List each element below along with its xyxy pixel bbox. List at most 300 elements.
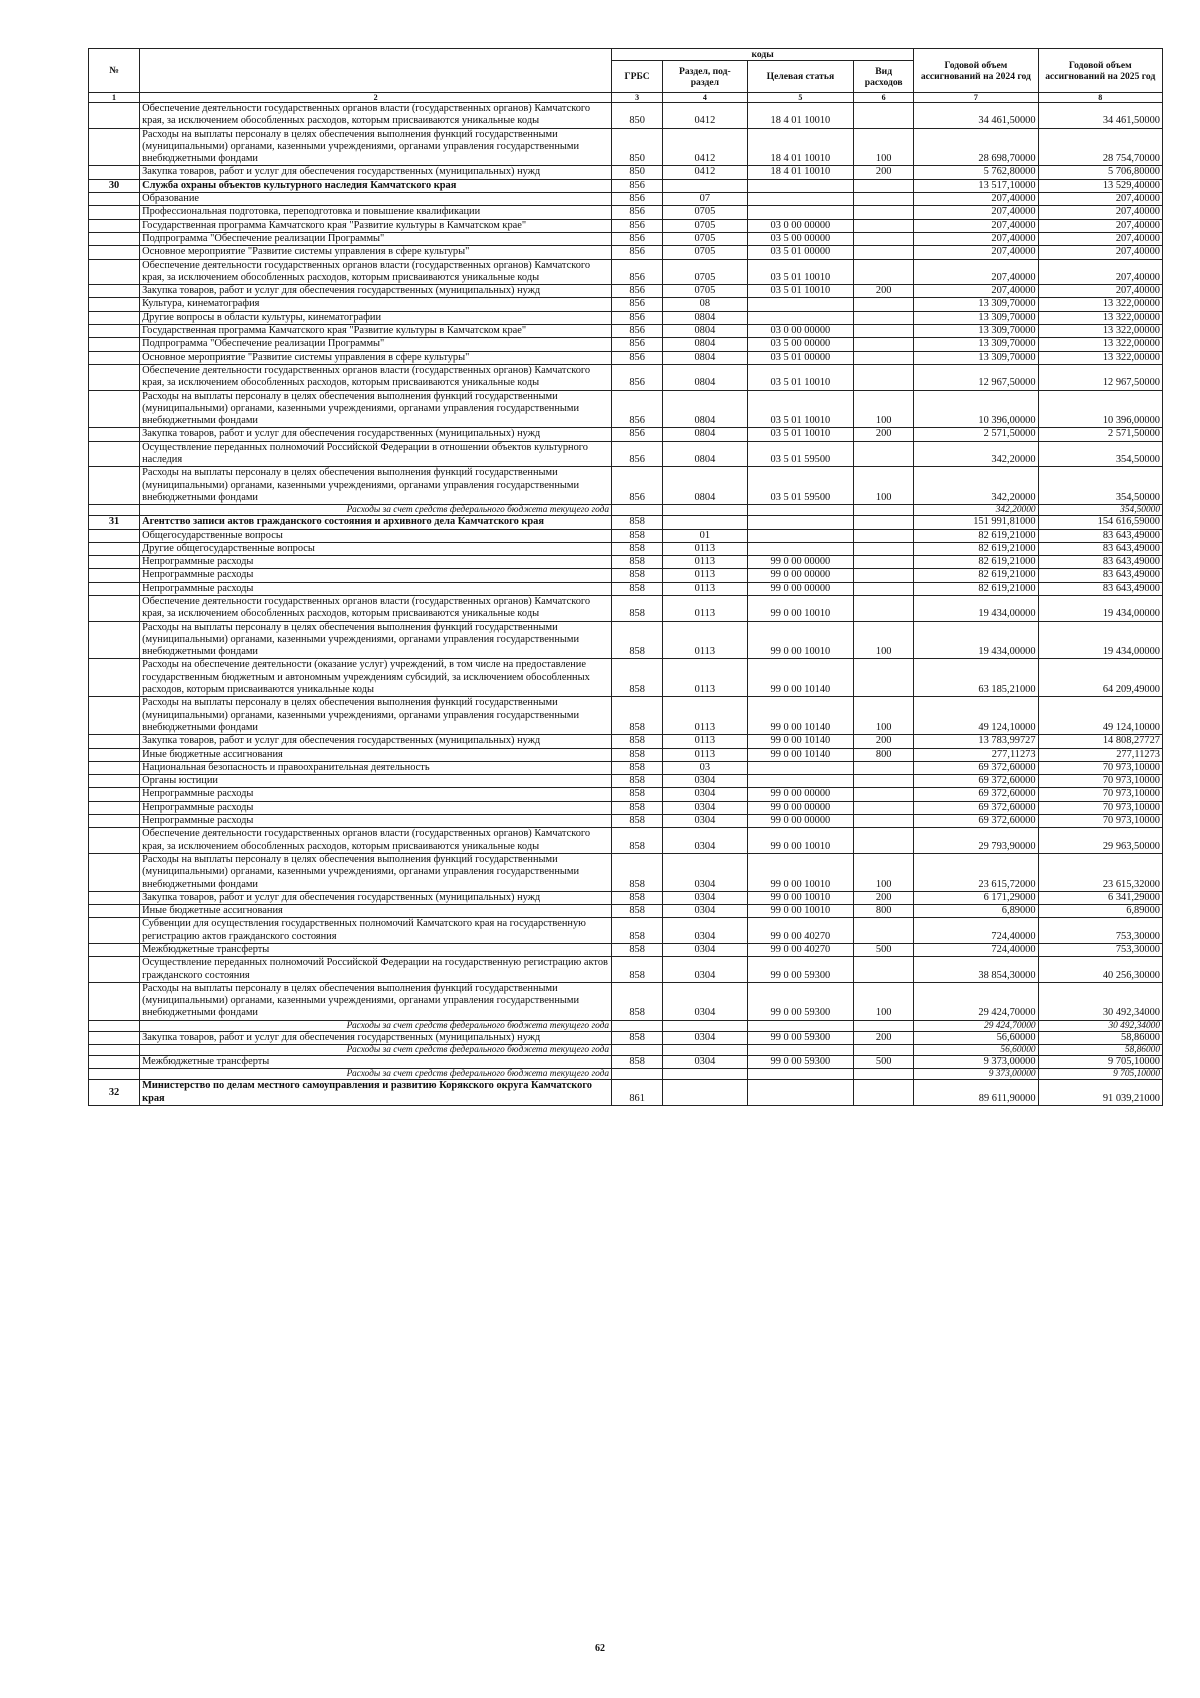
amount-2024: 207,40000 <box>914 246 1038 259</box>
section-code: 0804 <box>663 311 747 324</box>
budget-row <box>89 128 1163 166</box>
row-name: Подпрограмма "Обеспечение реализации Программы" <box>140 338 612 351</box>
expense-type-code <box>854 918 914 944</box>
row-name: Подпрограмма "Обеспечение реализации Программы" <box>140 232 612 245</box>
grbs-code: 856 <box>612 285 663 298</box>
target-item-code: 99 0 00 00000 <box>747 569 854 582</box>
amount-2024: 207,40000 <box>914 206 1038 219</box>
row-name: Государственная программа Камчатского края "Развитие культуры в Камчатском крае" <box>140 219 612 232</box>
amount-2025: 9 705,10000 <box>1038 1056 1162 1069</box>
amount-2025: 70 973,10000 <box>1038 788 1162 801</box>
amount-2024: 724,40000 <box>914 944 1038 957</box>
budget-sheet <box>88 48 1163 1106</box>
row-number-empty <box>89 1045 140 1056</box>
row-name: Закупка товаров, работ и услуг для обеспечения государственных (муниципальных) нужд <box>140 735 612 748</box>
header-y2025: Годовой объем ассигнований на 2025 год <box>1038 49 1162 93</box>
amount-2024: 207,40000 <box>914 219 1038 232</box>
expense-type-code <box>854 582 914 595</box>
amount-2024: 9 373,00000 <box>914 1069 1038 1080</box>
section-code: 0113 <box>663 556 747 569</box>
target-item-code: 99 0 00 00000 <box>747 801 854 814</box>
budget-row <box>89 957 1163 983</box>
grbs-code: 858 <box>612 905 663 918</box>
amount-2024: 69 372,60000 <box>914 788 1038 801</box>
expense-type-code <box>854 1080 914 1106</box>
amount-2025: 277,11273 <box>1038 748 1162 761</box>
expense-type-code <box>854 364 914 390</box>
expense-type-code: 500 <box>854 944 914 957</box>
budget-table <box>88 48 1163 1106</box>
amount-2025: 13 322,00000 <box>1038 351 1162 364</box>
target-item-code: 18 4 01 10010 <box>747 103 854 129</box>
row-number-empty <box>89 103 140 129</box>
budget-row <box>89 338 1163 351</box>
section-code: 0705 <box>663 246 747 259</box>
section-code <box>663 1020 747 1031</box>
amount-2025: 58,86000 <box>1038 1031 1162 1044</box>
row-number-empty <box>89 1069 140 1080</box>
row-name: Закупка товаров, работ и услуг для обеспечения государственных (муниципальных) нужд <box>140 285 612 298</box>
column-number: 3 <box>612 93 663 103</box>
row-number-empty <box>89 441 140 467</box>
expense-type-code <box>854 1069 914 1080</box>
section-code: 0304 <box>663 775 747 788</box>
row-name: Общегосударственные вопросы <box>140 529 612 542</box>
column-number: 7 <box>914 93 1038 103</box>
grbs-code: 858 <box>612 761 663 774</box>
row-number-empty <box>89 815 140 828</box>
amount-2025: 29 963,50000 <box>1038 828 1162 854</box>
section-code: 0113 <box>663 697 747 735</box>
row-name: Осуществление переданных полномочий Российской Федерации на государственную регистрацию актов гражданского состояния <box>140 957 612 983</box>
federal-budget-row <box>89 505 1163 516</box>
section-code: 0304 <box>663 1031 747 1044</box>
target-item-code: 99 0 00 59300 <box>747 1056 854 1069</box>
grbs-code: 856 <box>612 193 663 206</box>
amount-2025: 83 643,49000 <box>1038 529 1162 542</box>
row-number-empty <box>89 957 140 983</box>
row-name: Основное мероприятие "Развитие системы управления в сфере культуры" <box>140 246 612 259</box>
budget-row <box>89 542 1163 555</box>
section-code: 0705 <box>663 285 747 298</box>
row-number-empty <box>89 556 140 569</box>
amount-2025: 207,40000 <box>1038 285 1162 298</box>
grbs-code: 856 <box>612 179 663 192</box>
grbs-code: 856 <box>612 219 663 232</box>
amount-2024: 2 571,50000 <box>914 428 1038 441</box>
grbs-code: 858 <box>612 569 663 582</box>
budget-row <box>89 556 1163 569</box>
amount-2024: 13 517,10000 <box>914 179 1038 192</box>
grbs-code: 861 <box>612 1080 663 1106</box>
budget-row <box>89 529 1163 542</box>
row-number-empty <box>89 1056 140 1069</box>
section-code: 0113 <box>663 582 747 595</box>
row-name: Другие вопросы в области культуры, кинематографии <box>140 311 612 324</box>
budget-row <box>89 735 1163 748</box>
amount-2024: 69 372,60000 <box>914 775 1038 788</box>
section-code: 0804 <box>663 428 747 441</box>
section-code: 0113 <box>663 748 747 761</box>
expense-type-code <box>854 775 914 788</box>
target-item-code: 99 0 00 10010 <box>747 595 854 621</box>
row-number-empty <box>89 193 140 206</box>
row-name: Непрограммные расходы <box>140 569 612 582</box>
budget-row <box>89 891 1163 904</box>
target-item-code: 99 0 00 40270 <box>747 918 854 944</box>
column-number: 8 <box>1038 93 1162 103</box>
expense-type-code <box>854 569 914 582</box>
row-number-empty <box>89 206 140 219</box>
amount-2025: 753,30000 <box>1038 918 1162 944</box>
amount-2024: 13 309,70000 <box>914 338 1038 351</box>
row-number-empty <box>89 761 140 774</box>
budget-row <box>89 982 1163 1020</box>
amount-2025: 5 706,80000 <box>1038 166 1162 179</box>
section-code: 0304 <box>663 957 747 983</box>
amount-2024: 342,20000 <box>914 505 1038 516</box>
grbs-code <box>612 505 663 516</box>
row-number-empty <box>89 338 140 351</box>
target-item-code: 99 0 00 10140 <box>747 735 854 748</box>
amount-2025: 207,40000 <box>1038 246 1162 259</box>
expense-type-code <box>854 801 914 814</box>
amount-2024: 29 793,90000 <box>914 828 1038 854</box>
budget-row <box>89 582 1163 595</box>
budget-row <box>89 428 1163 441</box>
section-code: 0113 <box>663 569 747 582</box>
grbs-code <box>612 1020 663 1031</box>
row-number-empty <box>89 853 140 891</box>
amount-2024: 82 619,21000 <box>914 582 1038 595</box>
budget-row <box>89 206 1163 219</box>
section-code: 0804 <box>663 364 747 390</box>
grbs-code: 856 <box>612 325 663 338</box>
expense-type-code <box>854 761 914 774</box>
federal-budget-row <box>89 1020 1163 1031</box>
grbs-code: 856 <box>612 311 663 324</box>
row-name: Расходы за счет средств федерального бюджета текущего года <box>140 1045 612 1056</box>
row-number-empty <box>89 351 140 364</box>
expense-type-code <box>854 441 914 467</box>
budget-rows <box>89 103 1163 1106</box>
grbs-code: 858 <box>612 582 663 595</box>
row-number-empty <box>89 659 140 697</box>
budget-row <box>89 441 1163 467</box>
target-item-code: 99 0 00 59300 <box>747 982 854 1020</box>
row-number-empty <box>89 801 140 814</box>
amount-2024: 207,40000 <box>914 232 1038 245</box>
grbs-code: 858 <box>612 775 663 788</box>
target-item-code: 03 5 01 59500 <box>747 441 854 467</box>
row-name: Обеспечение деятельности государственных органов власти (государственных органов) Камчатского края, за исключением обособленных расходов, которым присваиваются уникальные коды <box>140 259 612 285</box>
amount-2025: 19 434,00000 <box>1038 621 1162 659</box>
amount-2024: 82 619,21000 <box>914 529 1038 542</box>
section-code <box>663 516 747 529</box>
row-number-empty <box>89 128 140 166</box>
row-number-empty <box>89 1031 140 1044</box>
budget-row <box>89 621 1163 659</box>
grbs-code: 856 <box>612 246 663 259</box>
budget-row <box>89 325 1163 338</box>
target-item-code: 03 5 01 10010 <box>747 364 854 390</box>
target-item-code <box>747 1069 854 1080</box>
grbs-code: 858 <box>612 918 663 944</box>
row-number-empty <box>89 905 140 918</box>
target-item-code <box>747 206 854 219</box>
target-item-code: 99 0 00 59300 <box>747 1031 854 1044</box>
section-code: 0705 <box>663 259 747 285</box>
target-item-code <box>747 505 854 516</box>
grbs-code: 858 <box>612 556 663 569</box>
amount-2024: 207,40000 <box>914 285 1038 298</box>
section-code: 0304 <box>663 905 747 918</box>
target-item-code <box>747 1045 854 1056</box>
grbs-code: 858 <box>612 982 663 1020</box>
target-item-code: 03 5 01 00000 <box>747 246 854 259</box>
amount-2024: 6 171,29000 <box>914 891 1038 904</box>
row-name: Расходы на выплаты персоналу в целях обеспечения выполнения функций государственными (муниципальными) органами, казенными учреждениями, органами управления государственными внебюджетными фондами <box>140 467 612 505</box>
amount-2024: 28 698,70000 <box>914 128 1038 166</box>
section-code: 08 <box>663 298 747 311</box>
row-number-empty <box>89 621 140 659</box>
row-name: Непрограммные расходы <box>140 556 612 569</box>
amount-2024: 29 424,70000 <box>914 1020 1038 1031</box>
expense-type-code <box>854 516 914 529</box>
expense-type-code: 100 <box>854 621 914 659</box>
expense-type-code <box>854 298 914 311</box>
row-name: Обеспечение деятельности государственных органов власти (государственных органов) Камчатского края, за исключением обособленных расходов, которым присваиваются уникальные коды <box>140 595 612 621</box>
target-item-code: 99 0 00 10010 <box>747 891 854 904</box>
expense-type-code: 100 <box>854 697 914 735</box>
agency-row <box>89 516 1163 529</box>
grbs-code: 858 <box>612 828 663 854</box>
expense-type-code <box>854 828 914 854</box>
expense-type-code: 100 <box>854 128 914 166</box>
expense-type-code <box>854 179 914 192</box>
header-no: № <box>89 49 140 93</box>
amount-2025: 13 322,00000 <box>1038 338 1162 351</box>
row-number-empty <box>89 918 140 944</box>
section-code: 0412 <box>663 128 747 166</box>
target-item-code <box>747 529 854 542</box>
agency-row <box>89 1080 1163 1106</box>
expense-type-code: 200 <box>854 285 914 298</box>
row-name: Служба охраны объектов культурного наследия Камчатского края <box>140 179 612 192</box>
budget-row <box>89 103 1163 129</box>
row-name: Обеспечение деятельности государственных органов власти (государственных органов) Камчатского края, за исключением обособленных расходов, которым присваиваются уникальные коды <box>140 828 612 854</box>
target-item-code: 03 5 01 10010 <box>747 259 854 285</box>
row-number-empty <box>89 325 140 338</box>
target-item-code: 03 5 00 00000 <box>747 338 854 351</box>
expense-type-code <box>854 206 914 219</box>
grbs-code <box>612 1045 663 1056</box>
amount-2025: 58,86000 <box>1038 1045 1162 1056</box>
amount-2025: 154 616,59000 <box>1038 516 1162 529</box>
grbs-code: 856 <box>612 232 663 245</box>
row-name: Непрограммные расходы <box>140 788 612 801</box>
row-name: Профессиональная подготовка, переподготовка и повышение квалификации <box>140 206 612 219</box>
row-name: Основное мероприятие "Развитие системы управления в сфере культуры" <box>140 351 612 364</box>
target-item-code <box>747 179 854 192</box>
header-y2024: Годовой объем ассигнований на 2024 год <box>914 49 1038 93</box>
amount-2024: 69 372,60000 <box>914 801 1038 814</box>
row-name: Национальная безопасность и правоохранительная деятельность <box>140 761 612 774</box>
amount-2024: 29 424,70000 <box>914 982 1038 1020</box>
amount-2025: 13 322,00000 <box>1038 298 1162 311</box>
section-code: 0304 <box>663 1056 747 1069</box>
row-name: Расходы за счет средств федерального бюджета текущего года <box>140 1069 612 1080</box>
expense-type-code <box>854 232 914 245</box>
section-code: 0304 <box>663 788 747 801</box>
budget-row <box>89 390 1163 428</box>
grbs-code: 856 <box>612 441 663 467</box>
section-code: 0304 <box>663 982 747 1020</box>
budget-row <box>89 801 1163 814</box>
target-item-code <box>747 542 854 555</box>
expense-type-code: 100 <box>854 467 914 505</box>
expense-type-code: 200 <box>854 735 914 748</box>
grbs-code: 858 <box>612 801 663 814</box>
amount-2024: 10 396,00000 <box>914 390 1038 428</box>
amount-2024: 724,40000 <box>914 918 1038 944</box>
row-number-empty <box>89 311 140 324</box>
target-item-code: 03 5 01 59500 <box>747 467 854 505</box>
row-number-empty <box>89 166 140 179</box>
target-item-code: 99 0 00 00000 <box>747 556 854 569</box>
budget-row <box>89 788 1163 801</box>
amount-2024: 56,60000 <box>914 1045 1038 1056</box>
budget-row <box>89 298 1163 311</box>
section-code: 0304 <box>663 853 747 891</box>
grbs-code: 858 <box>612 815 663 828</box>
amount-2025: 91 039,21000 <box>1038 1080 1162 1106</box>
section-code: 0412 <box>663 166 747 179</box>
section-code: 03 <box>663 761 747 774</box>
header-grbs: ГРБС <box>612 61 663 93</box>
amount-2024: 13 309,70000 <box>914 311 1038 324</box>
target-item-code: 03 5 01 00000 <box>747 351 854 364</box>
row-name: Иные бюджетные ассигнования <box>140 748 612 761</box>
amount-2025: 354,50000 <box>1038 467 1162 505</box>
header-vid: Вид расходов <box>854 61 914 93</box>
target-item-code <box>747 311 854 324</box>
section-code: 0804 <box>663 390 747 428</box>
target-item-code: 99 0 00 10010 <box>747 853 854 891</box>
expense-type-code <box>854 1020 914 1031</box>
amount-2024: 5 762,80000 <box>914 166 1038 179</box>
expense-type-code: 200 <box>854 428 914 441</box>
amount-2025: 83 643,49000 <box>1038 569 1162 582</box>
row-number-empty <box>89 505 140 516</box>
grbs-code: 856 <box>612 390 663 428</box>
target-item-code: 99 0 00 10010 <box>747 828 854 854</box>
amount-2025: 70 973,10000 <box>1038 761 1162 774</box>
grbs-code: 856 <box>612 351 663 364</box>
amount-2024: 277,11273 <box>914 748 1038 761</box>
row-number-empty <box>89 891 140 904</box>
section-code: 0804 <box>663 351 747 364</box>
target-item-code: 99 0 00 00000 <box>747 788 854 801</box>
budget-row <box>89 905 1163 918</box>
budget-row <box>89 697 1163 735</box>
budget-row <box>89 828 1163 854</box>
expense-type-code: 200 <box>854 1031 914 1044</box>
section-code: 0113 <box>663 595 747 621</box>
budget-row <box>89 259 1163 285</box>
section-code: 0304 <box>663 944 747 957</box>
target-item-code: 18 4 01 10010 <box>747 128 854 166</box>
header-razdel: Раздел, под-раздел <box>663 61 747 93</box>
grbs-code: 858 <box>612 944 663 957</box>
grbs-code: 856 <box>612 467 663 505</box>
budget-row <box>89 944 1163 957</box>
amount-2025: 2 571,50000 <box>1038 428 1162 441</box>
target-item-code: 99 0 00 10010 <box>747 905 854 918</box>
amount-2024: 23 615,72000 <box>914 853 1038 891</box>
expense-type-code <box>854 351 914 364</box>
section-code <box>663 505 747 516</box>
budget-row <box>89 246 1163 259</box>
target-item-code <box>747 516 854 529</box>
column-number: 1 <box>89 93 140 103</box>
amount-2024: 82 619,21000 <box>914 556 1038 569</box>
target-item-code: 03 5 01 10010 <box>747 428 854 441</box>
expense-type-code <box>854 788 914 801</box>
expense-type-code <box>854 529 914 542</box>
header-codes: коды <box>612 49 914 61</box>
budget-row <box>89 166 1163 179</box>
row-name: Иные бюджетные ассигнования <box>140 905 612 918</box>
amount-2025: 13 322,00000 <box>1038 311 1162 324</box>
amount-2025: 207,40000 <box>1038 259 1162 285</box>
amount-2024: 13 309,70000 <box>914 351 1038 364</box>
row-number: 31 <box>89 516 140 529</box>
grbs-code: 856 <box>612 259 663 285</box>
budget-row <box>89 775 1163 788</box>
amount-2025: 70 973,10000 <box>1038 801 1162 814</box>
expense-type-code: 800 <box>854 905 914 918</box>
row-name: Расходы на выплаты персоналу в целях обеспечения выполнения функций государственными (муниципальными) органами, казенными учреждениями, органами управления государственными внебюджетными фондами <box>140 853 612 891</box>
amount-2025: 753,30000 <box>1038 944 1162 957</box>
amount-2025: 14 808,27727 <box>1038 735 1162 748</box>
row-name: Непрограммные расходы <box>140 815 612 828</box>
row-number-empty <box>89 595 140 621</box>
target-item-code: 03 5 01 10010 <box>747 285 854 298</box>
budget-row <box>89 311 1163 324</box>
row-number-empty <box>89 246 140 259</box>
amount-2025: 83 643,49000 <box>1038 542 1162 555</box>
row-name: Расходы на выплаты персоналу в целях обеспечения выполнения функций государственными (муниципальными) органами, казенными учреждениями, органами управления государственными внебюджетными фондами <box>140 390 612 428</box>
budget-row <box>89 232 1163 245</box>
row-name: Государственная программа Камчатского края "Развитие культуры в Камчатском крае" <box>140 325 612 338</box>
amount-2024: 56,60000 <box>914 1031 1038 1044</box>
page-number: 62 <box>595 1643 605 1654</box>
amount-2024: 19 434,00000 <box>914 595 1038 621</box>
amount-2025: 207,40000 <box>1038 232 1162 245</box>
row-name: Закупка товаров, работ и услуг для обеспечения государственных (муниципальных) нужд <box>140 891 612 904</box>
expense-type-code <box>854 311 914 324</box>
row-name: Министерство по делам местного самоуправления и развитию Корякского округа Камчатского края <box>140 1080 612 1106</box>
section-code: 0304 <box>663 828 747 854</box>
target-item-code: 99 0 00 00000 <box>747 815 854 828</box>
row-name: Межбюджетные трансферты <box>140 1056 612 1069</box>
section-code <box>663 1045 747 1056</box>
target-item-code <box>747 1020 854 1031</box>
grbs-code: 858 <box>612 516 663 529</box>
grbs-code: 856 <box>612 298 663 311</box>
target-item-code: 03 5 01 10010 <box>747 390 854 428</box>
